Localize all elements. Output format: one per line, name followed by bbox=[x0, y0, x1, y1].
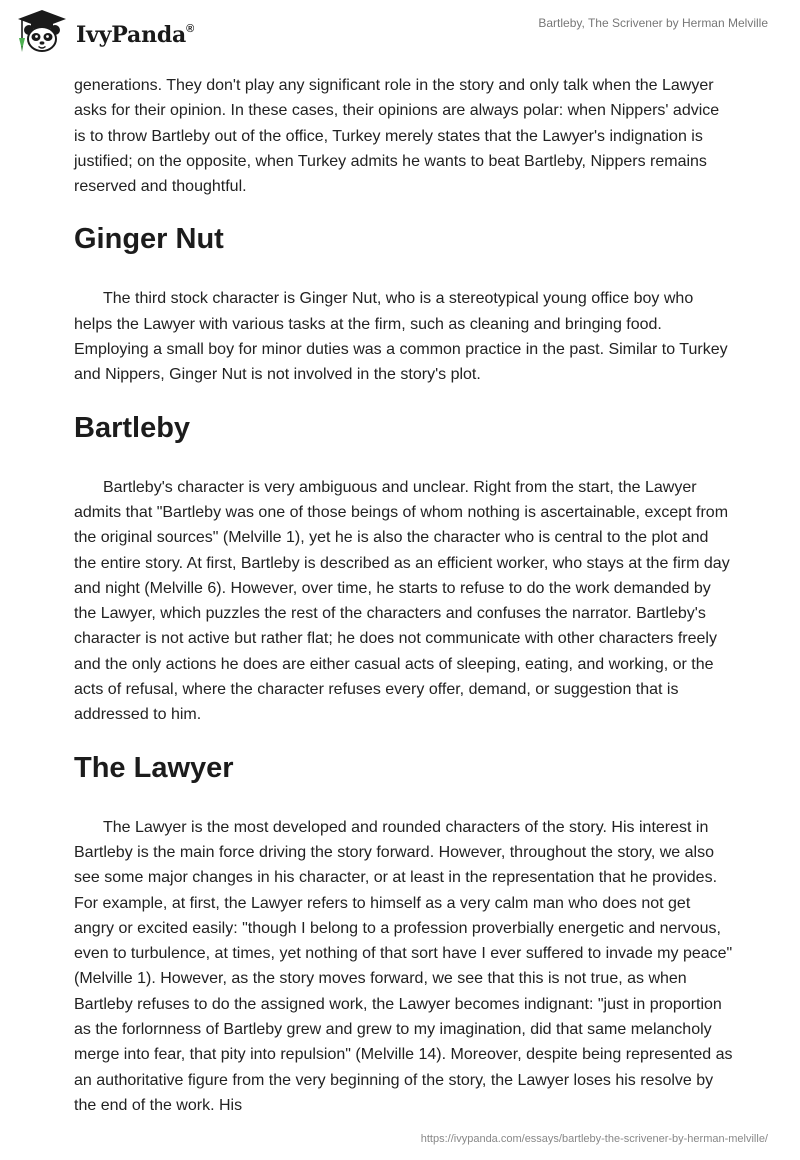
ivypanda-logo[interactable] bbox=[14, 8, 194, 56]
section-heading-bartleby: Bartleby bbox=[74, 411, 191, 444]
section-paragraph-the-lawyer: The Lawyer is the most developed and rounded characters of the story. His interest in Bartleby is the main force driving the story forward. However, throughout the story, we also see some major changes in his character, or at least in the representation that he provides. For example, at first, the Lawyer refers to himself as a very calm man who does not get angry or excited easily: "though I belong to a profession proverbially energetic and nervous, even to turbulence, at times, yet nothing of that sort have I ever suffered to invade my peace" (Melville 1). However, as the story moves forward, we see that this is not true, as when Bartleby refuses to do the assigned work, the Lawyer becomes indignant: "just in proportion as the forlornness of Bartleby grew and grew to my imagination, did that same melancholy merge into fear, that pity into repulsion" (Melville 14). Moreover, despite being represented as an authoritative figure from the very beginning of the story, the Lawyer loses his resolve by the end of the work. His bbox=[74, 818, 733, 1114]
intro-paragraph: generations. They don't play any significant role in the story and only talk when the Lawyer asks for their opinion. In these cases, their opinions are always polar: when Nippers' advice is to throw Bartleby out of the office, Turkey merely states that the Lawyer's indignation is justified; on the opposite, when Turkey admits he wants to beat Bartleby, Nippers remains reserved and thoughtful. bbox=[74, 77, 720, 196]
logo-text: IvyPanda bbox=[76, 22, 187, 48]
source-url-link[interactable]: https://ivypanda.com/essays/bartleby-the-scrivener-by-herman-melville/ bbox=[420, 1133, 768, 1145]
panda-graduate-icon bbox=[14, 8, 70, 56]
document-title: Bartleby, The Scrivener by Herman Melville bbox=[538, 16, 768, 30]
registered-mark: ® bbox=[186, 22, 195, 35]
page-header bbox=[0, 0, 800, 70]
section-paragraph-ginger-nut: The third stock character is Ginger Nut, who is a stereotypical young office boy who helps the Lawyer with various tasks at the firm, such as cleaning and bringing food. Employing a small boy for minor duties was a common practice in the past. Similar to Turkey and Nippers, Ginger Nut is not involved in the story's plot. bbox=[74, 290, 728, 384]
essay-body bbox=[74, 73, 734, 1118]
logo-wordmark bbox=[76, 22, 194, 48]
section-heading-the-lawyer: The Lawyer bbox=[74, 751, 234, 784]
section-paragraph-bartleby: Bartleby's character is very ambiguous and unclear. Right from the start, the Lawyer admits that "Bartleby was one of those beings of whom nothing is ascertainable, except from the original sources" (Melville 1), yet he is also the character who is central to the plot and the entire story. At first, Bartleby is described as an efficient worker, who stays at the firm day and night (Melville 6). However, over time, he starts to refuse to do the work demanded by the Lawyer, which puzzles the rest of the characters and confuses the narrator. Bartleby's character is not active but rather flat; he does not communicate with other characters freely and the only actions he does are either casual acts of sleeping, eating, and working, or the acts of refusal, where the character refuses every offer, demand, or suggestion that is addressed to him. bbox=[74, 478, 730, 724]
section-heading-ginger-nut: Ginger Nut bbox=[74, 223, 224, 256]
